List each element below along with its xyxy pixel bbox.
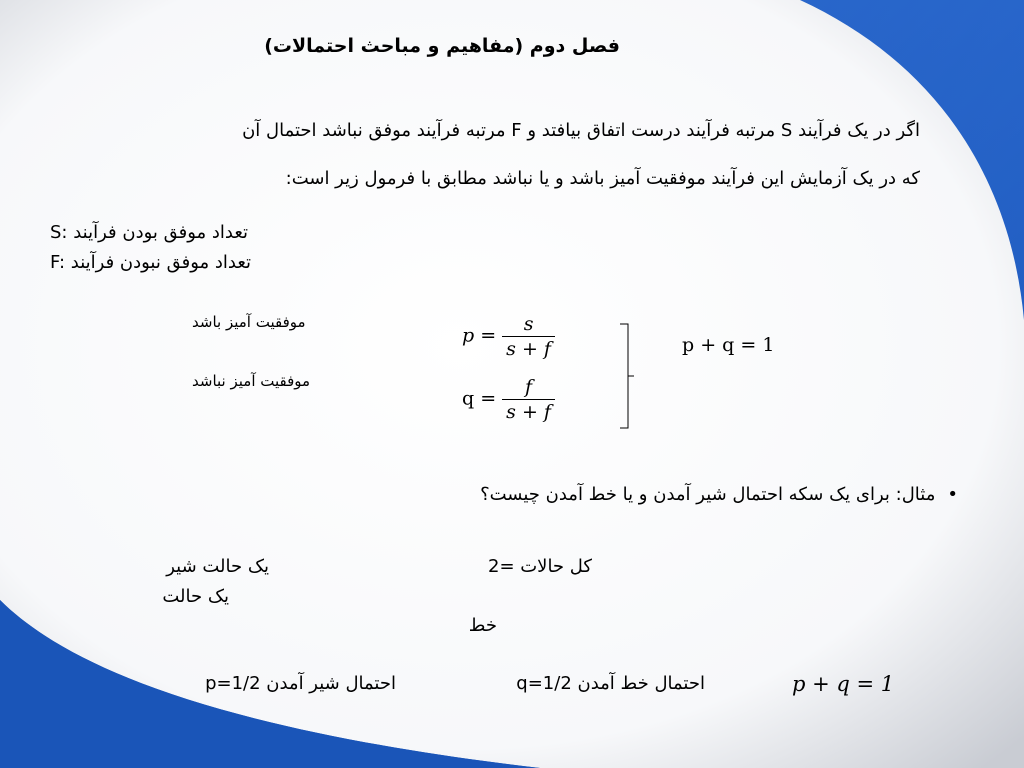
condition-success: موفقیت آمیز باشد <box>192 313 306 331</box>
definition-f: F: تعداد موفق نبودن فرآیند <box>50 252 252 273</box>
definition-s: S: تعداد موفق بودن فرآیند <box>50 222 249 243</box>
condition-failure: موفقیت آمیز نباشد <box>192 372 311 390</box>
example-question-text: مثال: برای یک سکه احتمال شیر آمدن و یا خط آمدن چیست؟ <box>480 484 936 505</box>
example-sum: p + q = 1 <box>792 672 895 696</box>
formula-p-denominator: s + f <box>506 338 551 360</box>
formula-p-lhs: p = <box>462 324 497 347</box>
example-q-tails: q=1/2 احتمال خط آمدن <box>516 673 705 694</box>
example-all-cases: کل حالات =2 <box>487 556 592 577</box>
formula-q-lhs: q = <box>462 387 497 410</box>
formula-p-numerator: s <box>502 312 555 337</box>
formula-sum: p + q = 1 <box>682 334 775 356</box>
example-question <box>480 484 958 505</box>
slide-title: فصل دوم (مفاهیم و مباحث احتمالات) <box>264 35 620 57</box>
example-tails: خط <box>468 615 497 636</box>
formula-p <box>462 312 555 361</box>
example-p-heads: p=1/2 احتمال شیر آمدن <box>205 673 396 694</box>
intro-line-1: اگر در یک فرآیند S مرتبه فرآیند درست اتفاق بیافتد و F مرتبه فرآیند موفق نباشد احتمال آن <box>242 120 920 141</box>
bullet-icon: • <box>947 484 958 505</box>
formula-p-fraction <box>502 312 555 361</box>
formula-q-denominator: s + f <box>506 401 551 423</box>
example-one-case-heads: یک حالت شیر <box>166 556 269 577</box>
example-one-case: یک حالت <box>162 586 229 607</box>
formula-q-fraction <box>502 375 555 424</box>
formula-q <box>462 375 555 424</box>
intro-line-2: که در یک آزمایش این فرآیند موفقیت آمیز باشد و یا نباشد مطابق با فرمول زیر است: <box>285 168 920 189</box>
formula-bracket <box>618 322 638 430</box>
formula-q-numerator: f <box>502 375 555 400</box>
